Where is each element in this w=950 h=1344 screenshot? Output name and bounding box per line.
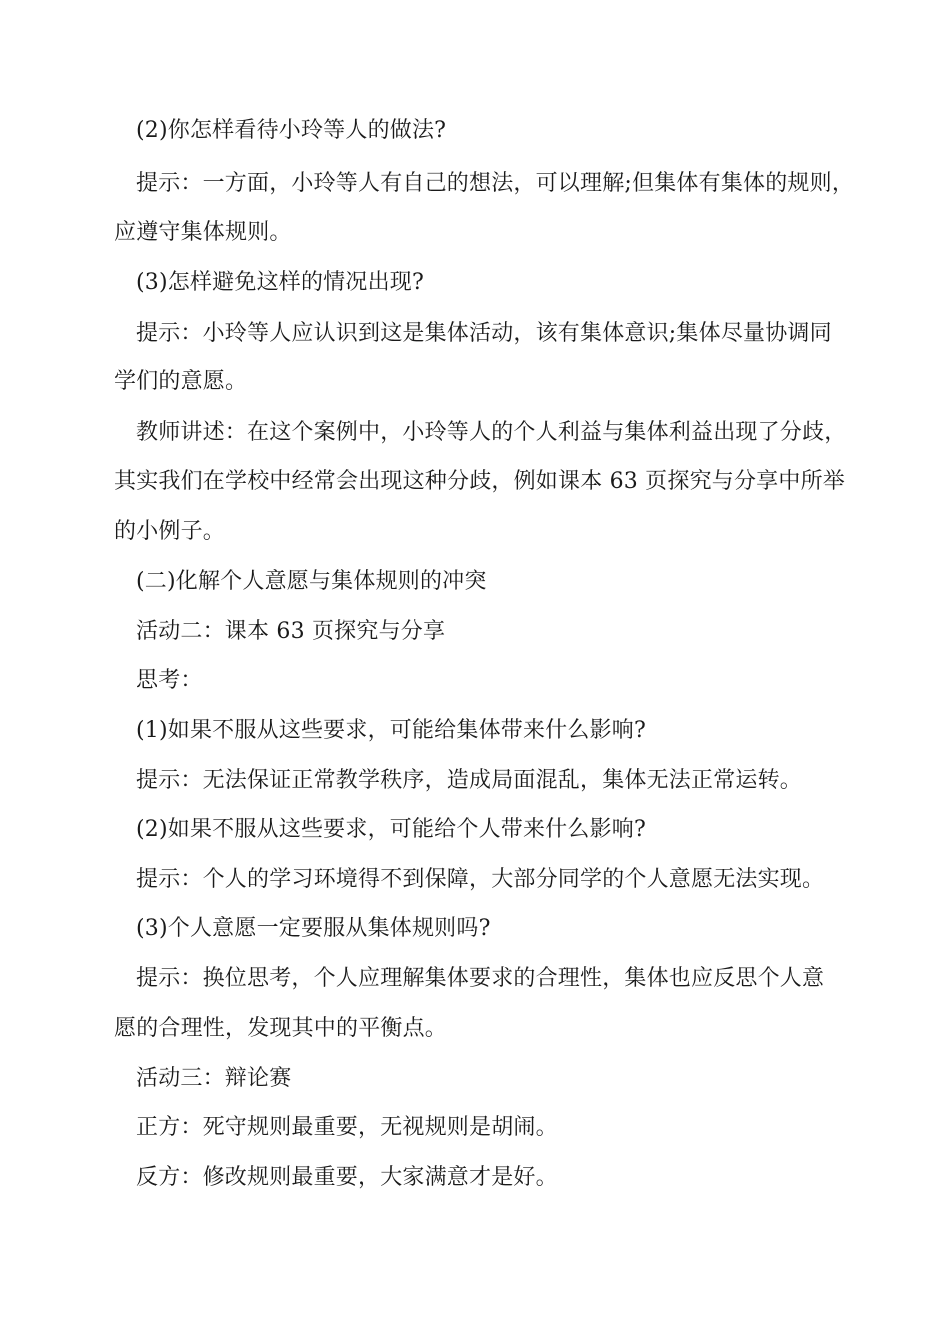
question-3-line: (3)怎样避免这样的情况出现? (136, 270, 424, 295)
think-hint-1: 提示：无法保证正常教学秩序，造成局面混乱，集体无法正常运转。 (136, 768, 803, 793)
think-label: 思考： (136, 668, 203, 693)
hint-3-line-2: 学们的意愿。 (114, 369, 248, 394)
negative-side-line: 反方：修改规则最重要，大家满意才是好。 (136, 1165, 558, 1190)
activity-3-line: 活动三：辩论赛 (136, 1066, 292, 1091)
think-question-1: (1)如果不服从这些要求，可能给集体带来什么影响? (136, 718, 646, 743)
teacher-talk-line-3: 的小例子。 (114, 519, 226, 544)
hint-2-line-1: 提示：一方面，小玲等人有自己的想法，可以理解;但集体有集体的规则， (136, 171, 855, 196)
question-2-line: (2)你怎样看待小玲等人的做法? (136, 118, 447, 143)
think-question-3: (3)个人意愿一定要服从集体规则吗? (136, 916, 491, 941)
teacher-talk-line-1: 教师讲述：在这个案例中，小玲等人的个人利益与集体利益出现了分歧， (136, 420, 847, 445)
hint-2-line-2: 应遵守集体规则。 (114, 220, 292, 245)
think-hint-3-line-2: 愿的合理性，发现其中的平衡点。 (114, 1016, 448, 1041)
teacher-talk-line-2: 其实我们在学校中经常会出现这种分歧，例如课本 63 页探究与分享中所举 (114, 469, 845, 494)
think-hint-3-line-1: 提示：换位思考，个人应理解集体要求的合理性，集体也应反思个人意 (136, 966, 825, 991)
affirmative-side-line: 正方：死守规则最重要，无视规则是胡闹。 (136, 1115, 558, 1140)
section-heading: (二)化解个人意愿与集体规则的冲突 (136, 569, 487, 594)
activity-2-line: 活动二：课本 63 页探究与分享 (136, 619, 446, 644)
hint-3-line-1: 提示：小玲等人应认识到这是集体活动，该有集体意识;集体尽量协调同 (136, 321, 832, 346)
think-hint-2: 提示：个人的学习环境得不到保障，大部分同学的个人意愿无法实现。 (136, 867, 825, 892)
think-question-2: (2)如果不服从这些要求，可能给个人带来什么影响? (136, 817, 646, 842)
